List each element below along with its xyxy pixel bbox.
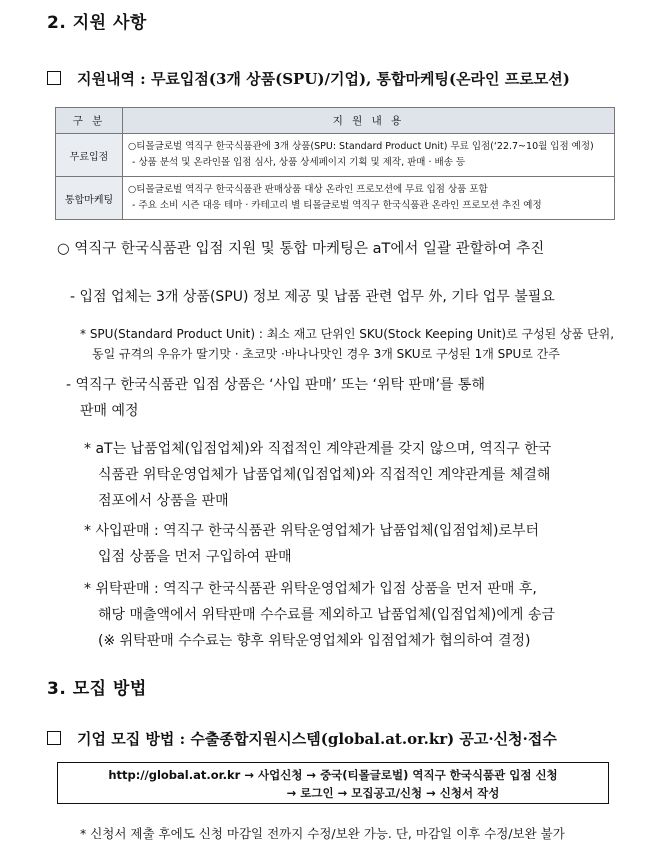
- dash-line: 판매 예정: [80, 403, 139, 419]
- table-row-line: ○티몰글로벌 역직구 한국식품관에 3개 상품(SPU: Standard Product Unit) 무료 입점(‘22.7~10월 입점 예정): [128, 141, 594, 152]
- table-row: [56, 177, 615, 220]
- section3-title: 3. 모집 방법: [47, 679, 147, 699]
- table-row-label: 통합마케팅: [56, 177, 123, 220]
- note-line: * SPU(Standard Product Unit) : 최소 재고 단위인 SKU(Stock Keeping Unit)로 구성된 상품 단위,: [80, 327, 615, 341]
- section2-item-title: 지원내역 : 무료입점(3개 상품(SPU)/기업), 통합마케팅(온라인 프로모션): [77, 70, 570, 88]
- dash-item-2: [66, 372, 485, 424]
- table-row-line: - 주요 소비 시즌 대응 테마 · 카테고리 별 티몰글로벌 역직구 한국식품관 온라인 프로모션 추진 예정: [132, 200, 542, 211]
- application-path-box: [57, 762, 609, 804]
- note-spu: [80, 324, 614, 364]
- application-path-line: http://global.at.or.kr → 사업신청 → 중국(티몰글로벌) 역직구 한국식품관 입점 신청: [108, 768, 558, 782]
- dash-item-1: - 입점 업체는 3개 상품(SPU) 정보 제공 및 납품 관련 업무 外, 기타 업무 불필요: [70, 289, 555, 305]
- table-row: [56, 134, 615, 177]
- support-table: [55, 107, 615, 220]
- section3-item-title: 기업 모집 방법 : 수출종합지원시스템(global.at.or.kr) 공고·신청·접수: [77, 730, 557, 748]
- star-line: * 사입판매 : 역직구 한국식품관 위탁운영업체가 납품업체(입점업체)로부터: [84, 523, 540, 539]
- star-line: * 위탁판매 : 역직구 한국식품관 위탁운영업체가 입점 상품을 먼저 판매 후,: [84, 581, 537, 597]
- section2-title: 2. 지원 사항: [47, 13, 147, 33]
- checkbox-square-icon: [47, 731, 61, 745]
- table-row-content: [123, 177, 615, 220]
- note-line: 동일 규격의 우유가 딸기맛 · 초코맛 ·바나나맛인 경우 3개 SKU로 구성된 1개 SPU로 간주: [92, 347, 560, 361]
- star-line: (※ 위탁판매 수수료는 향후 위탁운영업체와 입점업체가 협의하여 결정): [98, 633, 531, 649]
- star-line: 점포에서 상품을 판매: [98, 493, 229, 509]
- dash-line: - 역직구 한국식품관 입점 상품은 ‘사입 판매’ 또는 ‘위탁 판매’를 통해: [66, 377, 485, 393]
- checkbox-square-icon: [47, 71, 61, 85]
- table-row-label: 무료입점: [56, 134, 123, 177]
- star-line: * aT는 납품업체(입점업체)와 직접적인 계약관계를 갖지 않으며, 역직구 한국: [84, 441, 552, 457]
- star-note-2: [84, 518, 539, 570]
- star-note-3: [84, 576, 555, 654]
- bullet-main: ○ 역직구 한국식품관 입점 지원 및 통합 마케팅은 aT에서 일괄 관할하여 추진: [57, 241, 545, 257]
- table-row-line: - 상품 분석 및 온라인몰 입점 심사, 상품 상세페이지 기획 및 제작, 판매 · 배송 등: [132, 157, 466, 168]
- table-header-content: 지 원 내 용: [123, 108, 615, 134]
- table-header-category: 구 분: [56, 108, 123, 134]
- section3-item-heading: [47, 728, 557, 749]
- footnote: * 신청서 제출 후에도 신청 마감일 전까지 수정/보완 가능. 단, 마감일 이후 수정/보완 불가: [80, 826, 565, 841]
- application-path-line: → 로그인 → 모집공고/신청 → 신청서 작성: [286, 786, 500, 800]
- star-line: 해당 매출액에서 위탁판매 수수료를 제외하고 납품업체(입점업체)에게 송금: [98, 607, 555, 623]
- star-line: 식품관 위탁운영업체가 납품업체(입점업체)와 직접적인 계약관계를 체결해: [98, 467, 551, 483]
- table-row-content: [123, 134, 615, 177]
- table-header-row: [56, 108, 615, 134]
- star-note-1: [84, 436, 551, 514]
- table-row-line: ○티몰글로벌 역직구 한국식품관 판매상품 대상 온라인 프로모션에 무료 입점 상품 포함: [128, 184, 488, 195]
- star-line: 입점 상품을 먼저 구입하여 판매: [98, 549, 292, 565]
- section2-item-heading: [47, 68, 570, 89]
